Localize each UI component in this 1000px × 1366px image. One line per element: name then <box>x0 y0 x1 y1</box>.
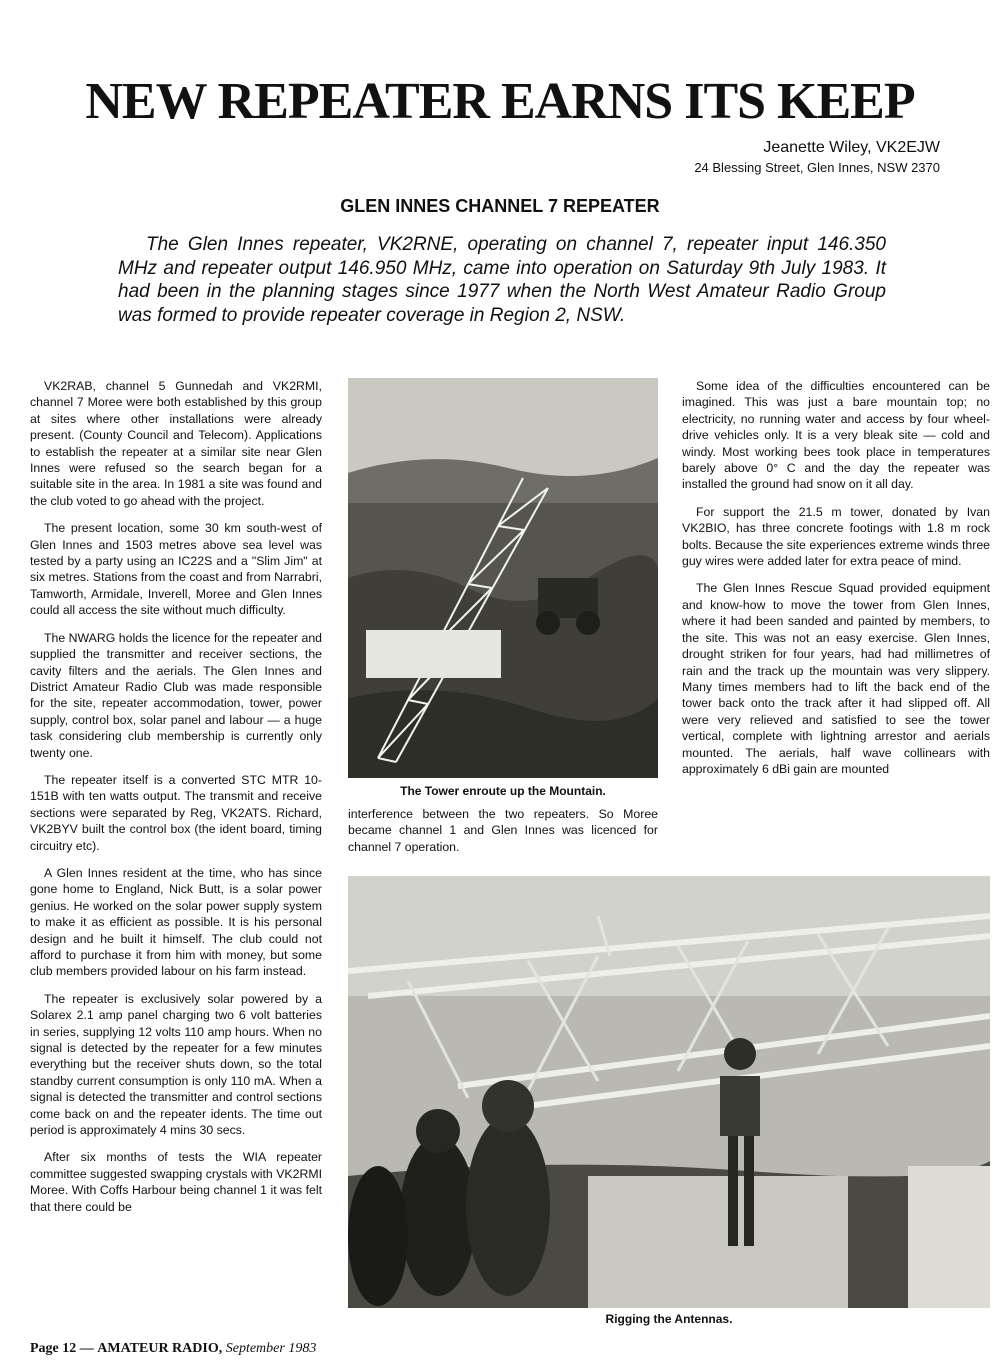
author-name: Jeanette Wiley, VK2EJW <box>763 139 940 156</box>
paragraph: interference between the two repeaters. So Moree became channel 1 and Glen Innes was licenced for channel 7 operation. <box>348 807 658 854</box>
tower-photo-image <box>348 378 658 778</box>
photo-caption: The Tower enroute up the Mountain. <box>400 784 606 798</box>
paragraph: Some idea of the difficulties encountered can be imagined. This was just a bare mountain top; no electricity, no running water and access by four wheel-drive vehicles only. It is a very bleak site — cold and windy. Most working bees took place in temperatures barely above 0° C and the day the repeater was installed the ground had snow on it all day. <box>682 379 990 492</box>
photo-rigging-antennas <box>348 876 990 1308</box>
paragraph: The present location, some 30 km south-west of Glen Innes and 1503 metres above sea level was tested by a party using an IC22S and a "Slim Jim" at six metres. Stations from the coast and from Narrabri, Tamworth, Armidale, Inverell, Moree and Glen Innes could all access the site without much difficulty. <box>30 521 322 618</box>
subhead: GLEN INNES CHANNEL 7 REPEATER <box>340 196 660 216</box>
column-3 <box>682 378 990 788</box>
issue-date: September 1983 <box>225 1341 317 1356</box>
paragraph: After six months of tests the WIA repeater committee suggested swapping crystals with VK2RMI Moree. With Coffs Harbour being channel 1 it was felt that there could be <box>30 1150 322 1214</box>
column-1 <box>30 378 322 1226</box>
photo-tower-enroute <box>348 378 658 778</box>
paragraph: The Glen Innes Rescue Squad provided equipment and know-how to move the tower from Glen Innes, where it had been sanded and painted by members, to the site. This was not an easy exercise. Glen Innes, drought striken for four years, had had millimetres of rain and the track up the mountain was very slippery. Many times members had to lift the back end of the tower back onto the track after it had slipped off. All were very relieved and satisfied to see the tower vertical, complete with lightning arrestor and aerials mounted. The aerials, half wave collinears with approximately 6 dBi gain are mounted <box>682 581 990 776</box>
magazine-name: AMATEUR RADIO, <box>97 1341 223 1356</box>
paragraph: The NWARG holds the licence for the repeater and supplied the transmitter and receiver sections, the cavity filters and the aerials. The Glen Innes and District Amateur Radio Club was made responsible for the site, repeater accommodation, tower, power supply, control box, solar panel and labour — a huge task considering club membership is currently only twenty one. <box>30 630 322 760</box>
intro-paragraph: The Glen Innes repeater, VK2RNE, operating on channel 7, repeater input 146.350 MHz and repeater output 146.950 MHz, came into operation on Saturday 9th July 1983. It had been in the planning stages since 1977 when the North West Amateur Radio Group was formed to provide repeater coverage in Region 2, NSW. <box>118 234 886 326</box>
paragraph: VK2RAB, channel 5 Gunnedah and VK2RMI, channel 7 Moree were both established by this group at sites where other installations were already present. (County Council and Telecom). Applications to establish the repeater at a similar site near Glen Innes were refused so the search began for a suitable site in the area. In 1981 a site was found and the club voted to go ahead with the project. <box>30 379 322 508</box>
paragraph: For support the 21.5 m tower, donated by Ivan VK2BIO, has three concrete footings with 1.8 m rock bolts. Because the site experiences extreme winds three guy wires were added later for extra peace of mind. <box>682 504 990 569</box>
photo-caption: Rigging the Antennas. <box>605 1312 733 1326</box>
paragraph: The repeater itself is a converted STC MTR 10-151B with ten watts output. The transmit and receive sections were separated by Reg, VK2ATS. Richard, VK2BYV built the control box (the ident board, timing circuitry etc). <box>30 772 322 853</box>
rigging-photo-image <box>348 876 990 1308</box>
paragraph: The repeater is exclusively solar powered by a Solarex 2.1 amp panel charging two 6 volt batteries in series, supplying 12 volts 110 amp hours. When no signal is detected by the repeater for a few minutes everything but the receiver shuts down, so the total standby current consumption is only 110 mA. When a signal is detected the transmitter and control sections come back on and the repeater idents. The time out period is approximately 4 mins 30 secs. <box>30 991 322 1138</box>
page-footer <box>30 1341 316 1357</box>
page-number: Page 12 — <box>30 1341 94 1356</box>
column-2 <box>348 806 658 866</box>
paragraph: A Glen Innes resident at the time, who has since gone home to England, Nick Butt, is a solar power genius. He worked on the solar power supply system to make it as efficient as possible. It is his personal design and he built it himself. The club could not afford to purchase it from him with money, but some club members provided labour on his farm instead. <box>30 865 322 979</box>
headline: NEW REPEATER EARNS ITS KEEP <box>85 73 915 130</box>
byline <box>694 138 940 178</box>
author-address: 24 Blessing Street, Glen Innes, NSW 2370 <box>694 160 940 175</box>
